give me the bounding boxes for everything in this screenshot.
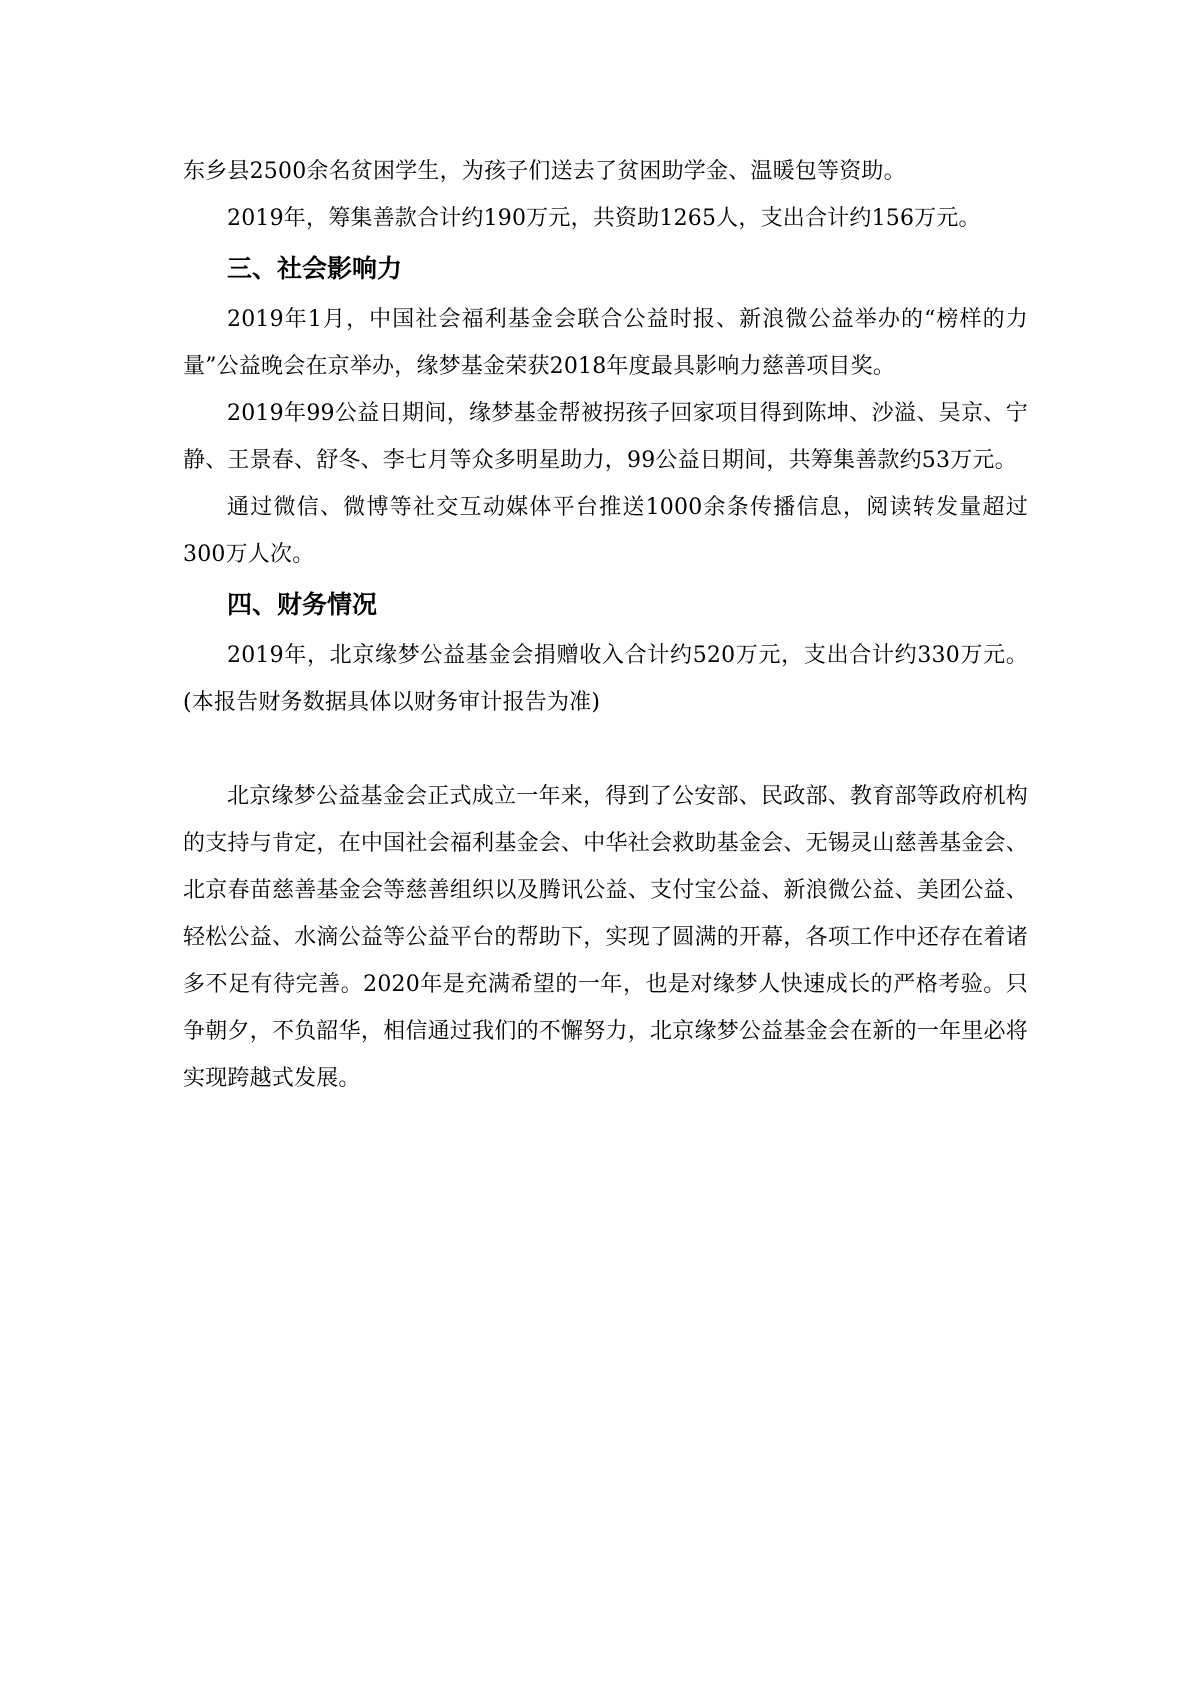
charity-day-paragraph: 2019年99公益日期间，缘梦基金帮被拐孩子回家项目得到陈坤、沙溢、吴京、宁静、王景春、舒冬、李七月等众多明星助力，99公益日期间，共筹集善款约53万元。: [183, 401, 1028, 473]
document-body: [183, 148, 1028, 1102]
closing-paragraph: 北京缘梦公益基金会正式成立一年来，得到了公安部、民政部、教育部等政府机构的支持与肯定，在中国社会福利基金会、中华社会救助基金会、无锡灵山慈善基金会、北京春苗慈善基金会等慈善组织以及腾讯公益、支付宝公益、新浪微公益、美团公益、轻松公益、水滴公益等公益平台的帮助下，实现了圆满的开幕，各项工作中还存在着诸多不足有待完善。2020年是充满希望的一年，也是对缘梦人快速成长的严格考验。只争朝夕，不负韶华，相信通过我们的不懈努力，北京缘梦公益基金会在新的一年里必将实现跨越式发展。: [183, 784, 1028, 1091]
section-heading-finance: 四、财务情况: [227, 590, 378, 619]
funds-2019-paragraph: 2019年，筹集善款合计约190万元，共资助1265人，支出合计约156万元。: [227, 206, 981, 231]
section-heading-social-influence: 三、社会影响力: [227, 254, 403, 283]
award-paragraph: 2019年1月，中国社会福利基金会联合公益时报、新浪微公益举办的“榜样的力量”公益晚会在京举办，缘梦基金荣获2018年度最具影响力慈善项目奖。: [183, 307, 1028, 379]
paragraph-spacer: [183, 726, 1028, 773]
social-media-paragraph: 通过微信、微博等社交互动媒体平台推送1000余条传播信息，阅读转发量超过300万人次。: [183, 495, 1028, 567]
finance-paragraph: 2019年，北京缘梦公益基金会捐赠收入合计约520万元，支出合计约330万元。(本报告财务数据具体以财务审计报告为准): [183, 643, 1028, 715]
continued-paragraph: 东乡县2500余名贫困学生，为孩子们送去了贫困助学金、温暖包等资助。: [183, 159, 906, 184]
